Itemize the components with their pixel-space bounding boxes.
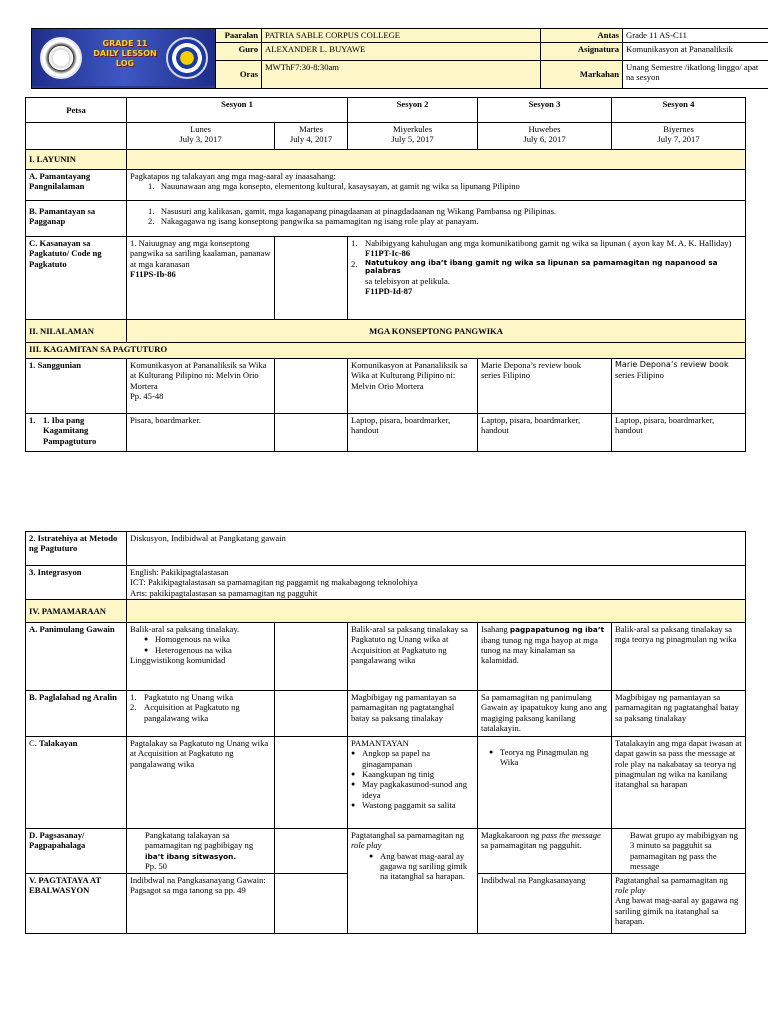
day-date: July 7, 2017 [657,134,700,145]
day-name: Biyernes [663,124,694,134]
item-text: Nakagagawa ng isang konseptong pangwika sa pamamagitan ng isang role play at panayam. [160,216,479,227]
banner-line: DAILY LESSON [93,49,157,58]
pagsasanay-s1 [127,829,275,874]
list-item: ● Teorya ng Pinagmulan ng Wika [489,747,608,768]
date-cell [612,123,746,150]
item-text: Pangkatang talakayan sa pamamagitan ng pagbibigay ng [145,830,254,851]
reference-text: Marie Depona’s review book [615,360,729,369]
pagtataya-s1 [127,873,275,933]
markahan-label: Markahan [541,61,623,89]
label-text: Talakayan [39,738,78,748]
bullet-list [130,634,271,655]
kasanayan-label: C. Kasanayan sa Pagkatuto/ Code ng Pagkatuto [26,237,127,320]
item-text: sa pamamagitan ng pagguhit. [481,840,582,851]
learning-code: F11PT-Ic-86 [365,248,411,259]
header-logo-cell [32,29,216,89]
item-text: Indibdwal na Pangkasanayang Gawain: [130,874,266,885]
item-text: Magkakaroon ng [481,830,540,840]
talakayan-s4: Tatalakayin ang mga dapat iwasan at dapat gawin sa pass the message at role play na nakabatay sa teorya ng pinagmulan ng wika na kanilang itatanghal sa harapan [612,737,746,829]
pamantayan-pagganap-cell [127,201,746,237]
sesyon-2-header: Sesyon 2 [348,98,478,123]
asignatura-label: Asignatura [541,43,623,61]
item-text: Isahang [481,624,508,634]
panimulang-gawain-label: A. Panimulang Gawain [26,623,127,691]
list-item: 1. Nabibigyang kahulugan ang mga komunikatibong gamit ng wika sa lipunan ( ayon kay M. A. K. Halliday) [351,238,732,248]
label-text: 1. Iba pang Kagamitang Pampagtuturo [43,415,97,446]
iba-s3: Laptop, pisara, boardmarker, handout [478,414,612,452]
lesson-table-1 [25,97,746,452]
layunin-heading: I. LAYUNIN [26,150,127,170]
banner-line: LOG [115,59,135,68]
item-text: Natutukoy ang iba’t ibang gamit ng wika sa lipunan sa pamamagitan ng napanood sa palabras [365,257,718,276]
date-cell [348,123,478,150]
item-text-italic: role play [615,885,646,895]
kasanayan-s1-cell [127,237,275,320]
antas-label: Antas [541,29,623,43]
item-text: Pagtatanghal sa pamamagitan ng [615,874,728,885]
date-cell [127,123,275,150]
learning-code: F11PS-Ib-86 [130,268,176,279]
list-item: ● May pagkakasunod-sunod ang ideya [351,779,474,800]
integration-item: English: Pakikipagtalastasan [130,567,229,577]
nilalaman-value: MGA KONSEPTONG PANGWIKA [127,320,746,343]
pamantayan-pagganap-label: B. Pamantayan sa Pagganap [26,201,127,237]
list-item: 1. Nauunawaan ang mga konsepto, elementong kultural, kasaysayan, at gamit ng wika sa lipunang Pilipino [148,181,520,192]
criteria-title: PAMANTAYAN [351,738,409,748]
item-text: Balik-aral sa paksang tinalakay. [130,624,240,634]
item-text: Nasusuri ang kalikasan, gamit, mga kaganapang pinagdaanan at pinagdadaanan ng Wikang Pambansa ng Pilipinas. [160,206,557,216]
item-text: 1. Naiuugnay ang mga konseptong pangwika sa sariling kaalaman, pananaw at mga karanasan [130,238,271,269]
label-prefix: C. [29,738,37,748]
sesyon-1-header: Sesyon 1 [127,98,348,123]
list-item: 1. Nasusuri ang kalikasan, gamit, mga kaganapang pinagdaanan at pinagdadaanan ng Wikang Pambansa ng Pilipinas. [148,206,557,216]
list-item: ● Wastong paggamit sa salita [351,800,474,810]
list-item: ● Angkop sa papel na ginagampanan [351,748,474,769]
list-item: 1. Pagkatuto ng Unang wika [130,692,234,702]
pagsasanay-s3 [478,829,612,874]
sanggunian-s2: Komunikasyon at Pananaliksik sa Wika at Kulturang Pilipino ni: Melvin Orio Mortera [348,359,478,414]
list-item: ● Homogenous na wika [144,634,271,644]
integrasyon-label: 3. Integrasyon [26,566,127,600]
talakayan-label [26,737,127,829]
item-text: Nabibigyang kahulugan ang mga komunikatibong gamit ng wika sa lipunan ( ayon kay M. A. K. Halliday) [365,238,732,248]
item-text: Acquisition at Pagkatuto ng pangalawang wika [144,702,240,723]
item-text: sa telebisyon at pelikula. [365,276,450,287]
intro-text: Pagkatapos ng talakayan ang mga mag-aaral ay inaasahang: [130,171,336,181]
date-cell [478,123,612,150]
day-date: July 4, 2017 [289,134,333,145]
pagsasanay-s4: Bawat grupo ay mabibigyan ng 3 minuto sa pagguhit sa pamamagitan ng pass the message [612,829,746,874]
pamantayang-pangnilalaman-label: A. Pamantayang Pangnilalaman [26,170,127,201]
reference-text: Marie Depona’s review book [481,360,582,370]
list-item: 2. Natutukoy ang iba’t ibang gamit ng wika sa lipunan sa pamamagitan ng napanood sa palabras [351,259,742,277]
item-text: ibang tunog ng mga hayop at mga tunog na may kinalaman sa kalamidad. [481,634,598,666]
paaralan-label: Paaralan [216,29,262,43]
day-date: July 5, 2017 [391,134,434,145]
item-text-bold: iba’t ibang sitwasyon. [145,851,237,861]
panimulang-s2: Balik-aral sa paksang tinalakay sa Pagkatuto ng Unang wika at Acquisition at Pagkatuto ng pangalawang wika [348,623,478,691]
panimulang-empty [275,623,348,691]
item-text: Nauunawaan ang mga konsepto, elementong kultural, kasaysayan, at gamit ng wika sa lipunang Pilipino [160,181,520,192]
sanggunian-s3 [478,359,612,414]
day-name: Lunes [189,124,211,134]
bullet-list [351,851,474,882]
learning-code: F11PD-Id-87 [365,286,413,297]
paglalahad-s2: Magbibigay ng pamantayan sa pamamagitan ng pagtatanghal batay sa paksang tinalakay [348,691,478,737]
pamamaraan-heading: IV. PAMAMARAAN [26,600,127,623]
school-seal-icon [166,37,208,79]
talakayan-s2 [348,737,478,829]
paglalahad-s1 [127,691,275,737]
oras-label: Oras [216,61,262,89]
talakayan-empty [275,737,348,829]
list-item: ● Ang bawat mag-aaral ay gagawa ng sariling gimik na itatanghal sa harapan. [369,851,474,882]
iba-s2: Laptop, pisara, boardmarker, handout [348,414,478,452]
petsa-header: Petsa [26,98,127,123]
talakayan-s1: Pagtalakay sa Pagkatuto ng Unang wika at Acquisition at Pagkatuto ng pangalawang wika [127,737,275,829]
reference-text: Komunikasyon at Pananaliksik sa Wika at Kulturang Pilipino ni: Melvin Orio Mortera [130,360,267,391]
day-date: July 3, 2017 [179,134,222,145]
asignatura-value: Komunikasyon at Pananaliksik [623,43,768,61]
kagamitan-heading: III. KAGAMITAN SA PAGTUTURO [26,343,746,359]
lesson-table-2 [25,531,746,934]
reference-text: series Filipino [615,369,664,380]
item-text: Pagkatuto ng Unang wika [144,692,234,702]
item-text-italic: role play [351,840,382,851]
integrasyon-cell [127,566,746,600]
bullet-list [481,738,608,768]
reference-text: series Filipino [481,370,530,381]
sanggunian-empty [275,359,348,414]
talakayan-s3 [478,737,612,829]
pagtataya-empty [275,873,348,933]
paglalahad-s4: Magbibigay ng pamantayan sa pamamagitan ng pagtatanghal batay sa paksang tinalakay [612,691,746,737]
guro-label: Guro [216,43,262,61]
date-empty-cell [26,123,127,150]
markahan-value: Unang Semestre /ikatlong linggo/ apat na sesyon [623,61,768,89]
deped-seal-icon [40,37,82,79]
banner-text [84,39,166,69]
item-text: Pagsagot sa mga tanong sa pp. 49 [130,885,246,895]
day-date: July 6, 2017 [523,134,566,145]
iba-empty [275,414,348,452]
kasanayan-s2-cell [348,237,746,320]
reference-pages: Pp. 50 [145,861,167,872]
iba-pang-kagamitan-label: 1. 1. Iba pang Kagamitang Pampagtuturo [26,414,127,452]
item-text-italic: pass the message [541,830,601,840]
iba-s1: Pisara, boardmarker. [127,414,275,452]
date-cell [275,123,348,150]
sanggunian-s1 [127,359,275,414]
layunin-band [127,150,746,170]
list-item: ● Heterogenous na wika [144,645,271,655]
pagtataya-s3: Indibdwal na Pangkasanayang [478,873,612,933]
istratehiya-label: 2. Istratehiya at Metodo ng Pagtuturo [26,532,127,566]
panimulang-s4: Balik-aral sa paksang tinalakay sa mga teorya ng pinagmulan ng wika [612,623,746,691]
pagtataya-label: V. PAGTATAYA AT EBALWASYON [26,873,127,933]
pagsasanay-empty [275,829,348,874]
paaralan-value: PATRIA SABLE CORPUS COLLEGE [262,29,541,43]
pamamaraan-band [127,600,746,623]
item-text-bold: pagpapatunog ng iba’t [509,625,605,634]
sesyon-4-header: Sesyon 4 [612,98,746,123]
sanggunian-label: 1. Sanggunian [26,359,127,414]
bullet-list [351,748,474,810]
oras-value: MWThF7:30-8:30am [262,61,541,89]
integration-item: Arts: pakikipagtalastasan sa pamamagitan ng pagguhit [130,587,318,598]
day-name: Huwebes [528,124,561,134]
paglalahad-label: B. Paglalahad ng Aralin [26,691,127,737]
iba-s4: Laptop, pisara, boardmarker, handout [612,414,746,452]
sanggunian-s4 [612,359,746,414]
kasanayan-s1b-cell [275,237,348,320]
item-text: Pagtatanghal sa pamamagitan ng [351,830,464,840]
guro-value: ALEXANDER L. BUYAWE [262,43,541,61]
paglalahad-empty [275,691,348,737]
panimulang-s1 [127,623,275,691]
header-table [31,28,768,89]
list-item: 2. Nakagagawa ng isang konseptong pangwika sa pamamagitan ng isang role play at panayam. [148,216,479,227]
pagsasanay-label: D. Pagsasanay/ Pagpapahalaga [26,829,127,874]
list-item: ● Kaangkupan ng tinig [351,769,474,779]
nilalaman-heading: II. NILALAMAN [26,320,127,343]
sesyon-3-header: Sesyon 3 [478,98,612,123]
antas-value: Grade 11 AS-C11 [623,29,768,43]
pagtataya-s4 [612,873,746,933]
pamantayang-pangnilalaman-cell [127,170,746,201]
panimulang-s3 [478,623,612,691]
banner-line: GRADE 11 [102,39,148,48]
pagsasanay-s2 [348,829,478,934]
day-name: Martes [299,124,323,134]
day-name: Miyerkules [392,124,433,134]
reference-pages: Pp. 45-48 [130,390,164,401]
item-text: Ang bawat mag-aaral ay gagawa ng sariling gimik na itatanghal sa harapan. [615,895,739,926]
istratehiya-value: Diskusyon, Indibidwal at Pangkatang gawain [127,532,746,566]
list-item: 2. Acquisition at Pagkatuto ng pangalawang wika [130,702,271,723]
integration-item: ICT: Pakikipagtalastasan sa pamamagitan ng paggamit ng makabagong teknolohiya [130,577,418,588]
item-text: Linggwistikong komunidad [130,654,226,665]
paglalahad-s3: Sa pamamagitan ng panimulang Gawain ay ipapatukoy kung ano ang magiging paksang kanilang tatalakayin. [478,691,612,737]
